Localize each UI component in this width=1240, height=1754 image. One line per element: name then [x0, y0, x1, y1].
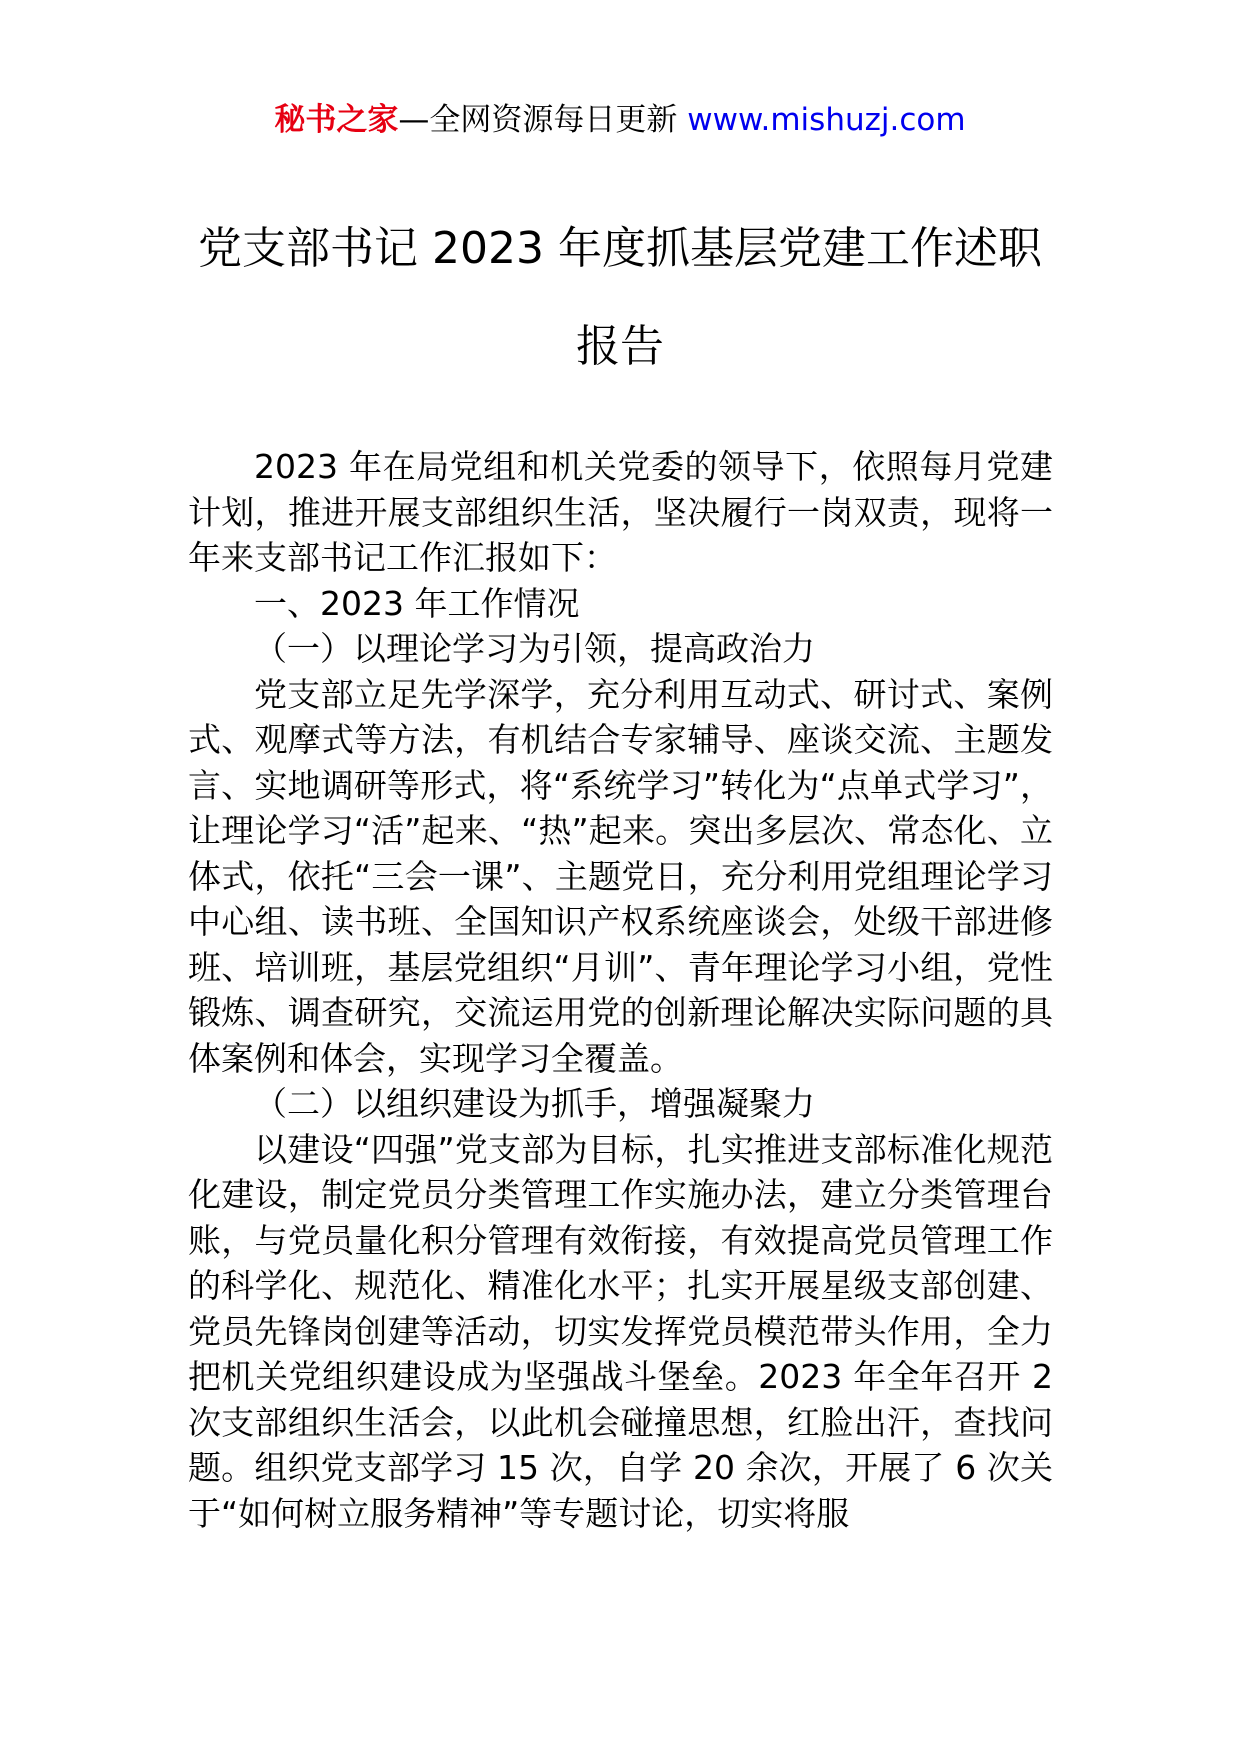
section-heading-1: 一、2023 年工作情况	[254, 583, 580, 623]
site-header	[0, 100, 1240, 140]
document-title	[0, 200, 1240, 396]
body-paragraph-organization: 以建设“四强”党支部为目标，扎实推进支部标准化规范化建设，制定党员分类管理工作实施办法，建立分类管理台账，与党员量化积分管理有效衔接，有效提高党员管理工作的科学化、规范化、精准化水平；扎实开展星级支部创建、党员先锋岗创建等活动，切实发挥党员模范带头作用，全力把机关党组织建设成为坚强战斗堡垒。2023 年全年召开 2 次支部组织生活会，以此机会碰撞思想，红脸出汗，查找问题。组织党支部学习 15 次，自学 20 余次，开展了 6 次关于“如何树立服务精神”等专题讨论，切实将服	[188, 1129, 1053, 1533]
brand-name: 秘书之家	[274, 102, 399, 138]
site-slogan: —全网资源每日更新	[398, 102, 688, 138]
title-line-2: 报告	[576, 321, 664, 372]
subsection-heading-2: （二）以组织建设为抓手，增强凝聚力	[254, 1084, 815, 1123]
subsection-heading-1: （一）以理论学习为引领，提高政治力	[254, 629, 815, 668]
document-body	[188, 444, 1053, 1536]
body-paragraph-theory-study: 党支部立足先学深学，充分利用互动式、研讨式、案例式、观摩式等方法，有机结合专家辅导、座谈交流、主题发言、实地调研等形式，将“系统学习”转化为“点单式学习”，让理论学习“活”起来、“热”起来。突出多层次、常态化、立体式，依托“三会一课”、主题党日，充分利用党组理论学习中心组、读书班、全国知识产权系统座谈会，处级干部进修班、培训班，基层党组织“月训”、青年理论学习小组，党性锻炼、调查研究，交流运用党的创新理论解决实际问题的具体案例和体会，实现学习全覆盖。	[188, 674, 1053, 1078]
site-url-link[interactable]: www.mishuzj.com	[687, 102, 966, 138]
intro-paragraph: 2023 年在局党组和机关党委的领导下，依照每月党建计划，推进开展支部组织生活，坚决履行一岗双责，现将一年来支部书记工作汇报如下：	[188, 447, 1053, 577]
title-line-1: 党支部书记 2023 年度抓基层党建工作述职	[198, 223, 1042, 274]
